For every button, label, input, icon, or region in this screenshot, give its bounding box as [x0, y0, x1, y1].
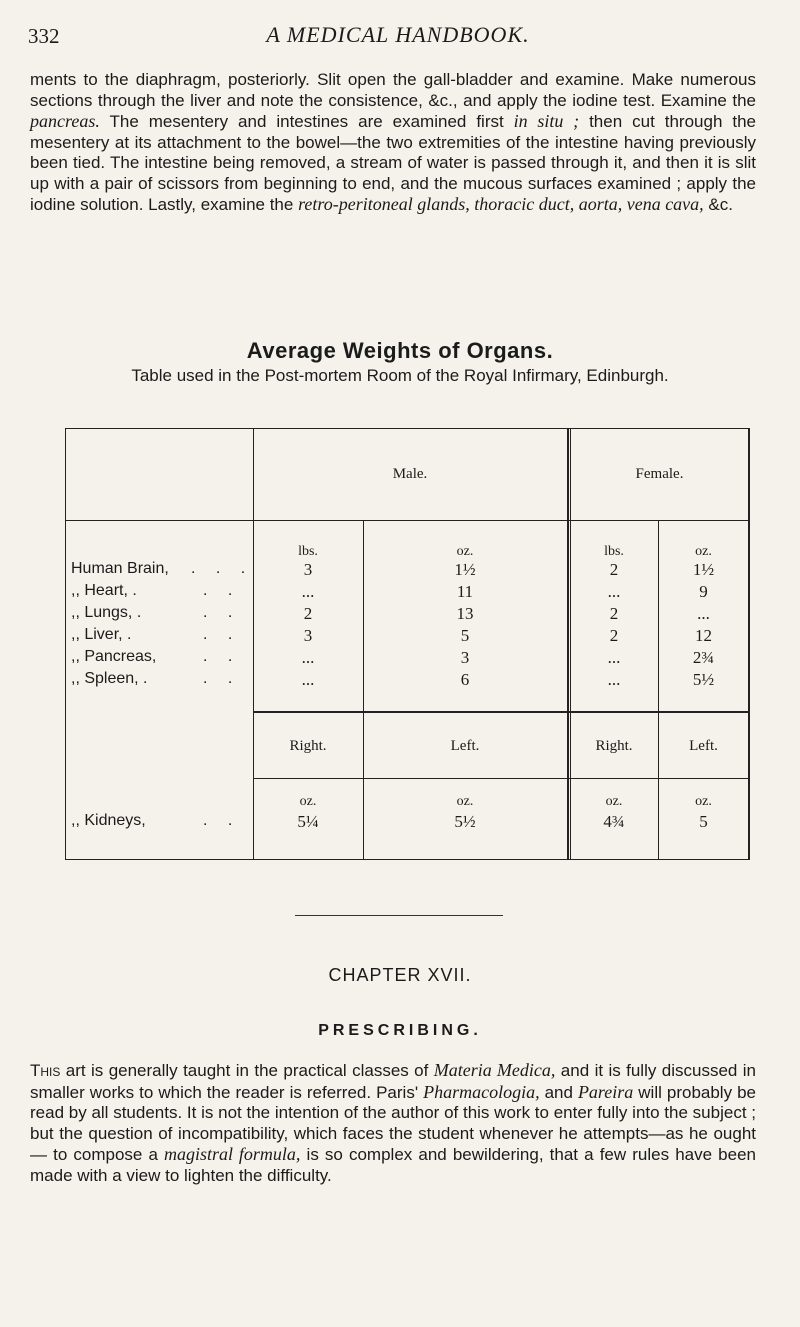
table-border-top — [65, 428, 749, 429]
italic-term: Pareira — [577, 1081, 634, 1102]
page-number: 332 — [28, 24, 60, 48]
paragraph-dissection — [30, 70, 756, 216]
male-oz: 13 — [456, 604, 474, 623]
italic-term: pancreas. — [30, 111, 100, 131]
chapter-subtitle: PRESCRIBING. — [318, 1022, 482, 1039]
text-run: then cut through the mesentery at its attachment to the bowel—the two extremities of the intestine having previously been tied. The intestine being removed, a stream of water is passed through it, and then it is slit up with a pair of scissors from beginning to end, and the mucous surfaces examined ; apply the iodine solution. Lastly, examine the — [30, 112, 756, 214]
section-subtitle: Table used in the Post-mortem Room of the Royal Infirmary, Edinburgh. — [131, 366, 669, 385]
kidney-value: 4¾ — [603, 812, 625, 831]
kidney-side-header: Right. — [595, 738, 633, 754]
female-lbs: ... — [607, 670, 621, 689]
kidney-value: 5½ — [454, 812, 476, 831]
row-label: ,, Spleen, . — [71, 670, 148, 687]
female-lbs: 2 — [609, 604, 619, 623]
text-run: and — [539, 1082, 578, 1102]
leader-dots: . . — [203, 648, 241, 665]
col-divider — [567, 428, 569, 860]
unit-label: lbs. — [604, 544, 624, 559]
kidney-rule-mid — [253, 778, 749, 779]
text-run: art is generally taught in the practical classes of — [60, 1061, 434, 1080]
female-oz: 1½ — [692, 560, 715, 579]
unit-label: oz. — [456, 544, 474, 559]
section-title: Average Weights of Organs. — [246, 338, 554, 363]
female-oz: ... — [697, 604, 710, 623]
italic-term: magistral formula, — [164, 1144, 301, 1164]
row-label: ,, Heart, . — [71, 582, 137, 599]
page-header — [28, 20, 768, 50]
female-header: Female. — [635, 466, 684, 482]
table-border-bottom — [65, 859, 749, 860]
chapter-title: CHAPTER XVII. — [328, 965, 472, 985]
female-lbs: ... — [607, 582, 621, 601]
leader-dots: . . — [203, 582, 241, 599]
female-lbs: ... — [607, 648, 621, 667]
male-lbs: 3 — [303, 560, 313, 579]
running-title: A MEDICAL HANDBOOK. — [266, 22, 530, 47]
male-lbs: ... — [301, 582, 315, 601]
female-oz: 5½ — [692, 670, 715, 689]
row-label: ,, Liver, . — [71, 626, 132, 643]
unit-label: oz. — [695, 794, 712, 809]
unit-label: oz. — [299, 794, 317, 809]
row-label: ,, Lungs, . — [71, 604, 142, 621]
kidney-value: 5¼ — [297, 812, 319, 831]
italic-term: in situ ; — [513, 111, 580, 131]
leader-dots: . . — [203, 626, 241, 643]
leader-dots: . . — [203, 670, 241, 687]
female-oz: 2¾ — [692, 648, 715, 667]
italic-term: Materia Medica, — [433, 1060, 556, 1080]
text-run: will probably be read by all students. It is not the intention of the author of this work to enter fully into the subject ; but the question of incompatibility, which faces the student whenever he attempts—as he ought— to compose a — [30, 1082, 756, 1164]
unit-label: oz. — [605, 794, 623, 809]
text-run: The mesentery and intestines are examined first — [99, 112, 514, 131]
row-label: ,, Kidneys, — [71, 812, 146, 829]
text-run: ments to the diaphragm, posteriorly. Slit open the gall-bladder and examine. Make numerous sections through the liver and note the consistence, &c., and apply the iodine test. Examine the — [30, 70, 756, 110]
male-oz: 11 — [456, 582, 474, 601]
female-lbs: 2 — [609, 626, 619, 645]
italic-term: retro-peritoneal glands, thoracic duct, aorta, vena cava, — [298, 194, 704, 214]
female-oz: 9 — [699, 582, 708, 601]
female-lbs: 2 — [609, 560, 619, 579]
male-lbs: ... — [301, 670, 315, 689]
leader-dots: . . . — [191, 560, 254, 577]
section-divider — [295, 915, 503, 916]
kidney-side-header: Left. — [689, 738, 718, 754]
italic-term: Pharmacologia, — [423, 1081, 540, 1102]
row-label: ,, Pancreas, — [71, 648, 157, 665]
text-run: is so complex and bewildering, that a few rules have been made with a view to lighten the difficulty. — [30, 1145, 756, 1185]
female-oz: 12 — [695, 626, 712, 645]
text-run: and it is fully discussed in smaller works to which the reader is referred. Paris' — [30, 1061, 756, 1102]
male-oz: 1½ — [454, 560, 476, 579]
unit-label: oz. — [456, 794, 474, 809]
paragraph-prescribing — [30, 1060, 756, 1186]
organ-weights-table — [65, 428, 749, 860]
kidney-rule-top — [253, 711, 749, 713]
unit-label: lbs. — [298, 544, 318, 559]
leader-dots: . . — [203, 604, 241, 621]
header-rule — [65, 520, 749, 521]
row-label: Human Brain, — [71, 560, 169, 577]
male-header: Male. — [392, 466, 428, 482]
male-oz: 3 — [460, 648, 470, 667]
kidney-side-header: Right. — [289, 738, 327, 754]
unit-label: oz. — [695, 544, 712, 559]
leader-dots: . . — [203, 812, 241, 829]
male-lbs: ... — [301, 648, 315, 667]
table-border-left — [65, 428, 66, 860]
male-lbs: 2 — [303, 604, 313, 623]
text-run: &c. — [703, 195, 733, 214]
male-oz: 5 — [460, 626, 470, 645]
lead-word: This — [30, 1061, 61, 1080]
kidney-value: 5 — [699, 812, 708, 831]
kidney-side-header: Left. — [450, 738, 480, 754]
male-oz: 6 — [460, 670, 470, 689]
male-lbs: 3 — [303, 626, 313, 645]
